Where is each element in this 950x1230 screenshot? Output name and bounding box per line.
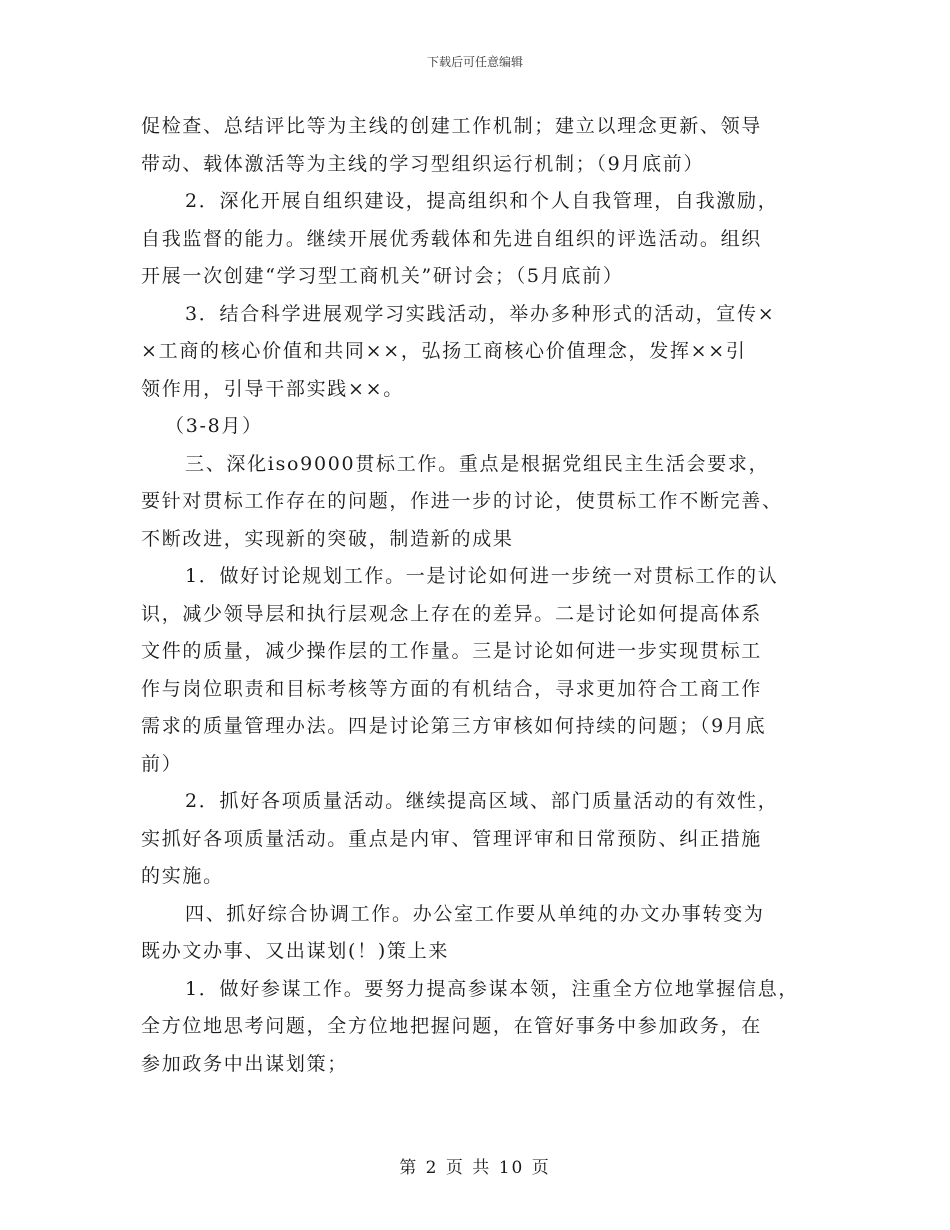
document-body [141,108,831,1083]
page-header-note: 下载后可任意编辑 [426,55,523,69]
body-line: 四、抓好综合协调工作。办公室工作要从单纯的办文办事转变为 [185,902,765,925]
body-line: 领作用，引导干部实践××。 [141,377,404,400]
body-line: 带动、载体激活等为主线的学习型组织运行机制；（9月底前） [141,152,705,175]
page-number-footer: 第 2 页 共 10 页 [399,1158,551,1178]
body-line: 的实施。 [141,865,224,887]
body-line: 识，减少领导层和执行层观念上存在的差异。二是讨论如何提高体系 [141,602,763,625]
body-line: 不断改进，实现新的突破，制造新的成果 [141,527,514,550]
body-line: 文件的质量，减少操作层的工作量。三是讨论如何进一步实现贯标工 [141,640,763,662]
body-line: 自我监督的能力。继续开展优秀载体和先进自组织的评选活动。组织 [141,227,763,250]
body-line: 促检查、总结评比等为主线的创建工作机制；建立以理念更新、领导 [141,115,763,137]
body-line: 作与岗位职责和目标考核等方面的有机结合，寻求更加符合工商工作 [141,677,763,700]
body-line: 既办文办事、又出谋划(！)策上来 [141,940,450,962]
body-line: 1．做好讨论规划工作。一是讨论如何进一步统一对贯标工作的认 [185,565,779,587]
body-line: 要针对贯标工作存在的问题，作进一步的讨论，使贯标工作不断完善、 [141,490,783,512]
body-line: ×工商的核心价值和共同××，弘扬工商核心价值理念，发挥××引 [141,340,747,362]
body-line: 1．做好参谋工作。要努力提高参谋本领，注重全方位地掌握信息， [185,977,800,1000]
body-line: （3-8月） [165,415,263,437]
body-line: 三、深化iso9000贯标工作。重点是根据党组民主生活会要求， [185,452,770,475]
body-line: 前） [141,752,183,775]
body-line: 全方位地思考问题，全方位地把握问题，在管好事务中参加政务，在 [141,1015,763,1037]
body-line: 2．深化开展自组织建设，提高组织和个人自我管理，自我激励， [185,190,779,212]
body-line: 参加政务中出谋划策； [141,1052,349,1075]
body-line: 2．抓好各项质量活动。继续提高区域、部门质量活动的有效性， [185,790,779,812]
body-line: 实抓好各项质量活动。重点是内审、管理评审和日常预防、纠正措施 [141,827,763,850]
body-line: 开展一次创建“学习型工商机关”研讨会；（5月底前） [141,265,624,287]
body-line: 3．结合科学进展观学习实践活动，举办多种形式的活动，宣传× [185,302,776,325]
body-line: 需求的质量管理办法。四是讨论第三方审核如何持续的问题；（9月底 [141,715,767,737]
